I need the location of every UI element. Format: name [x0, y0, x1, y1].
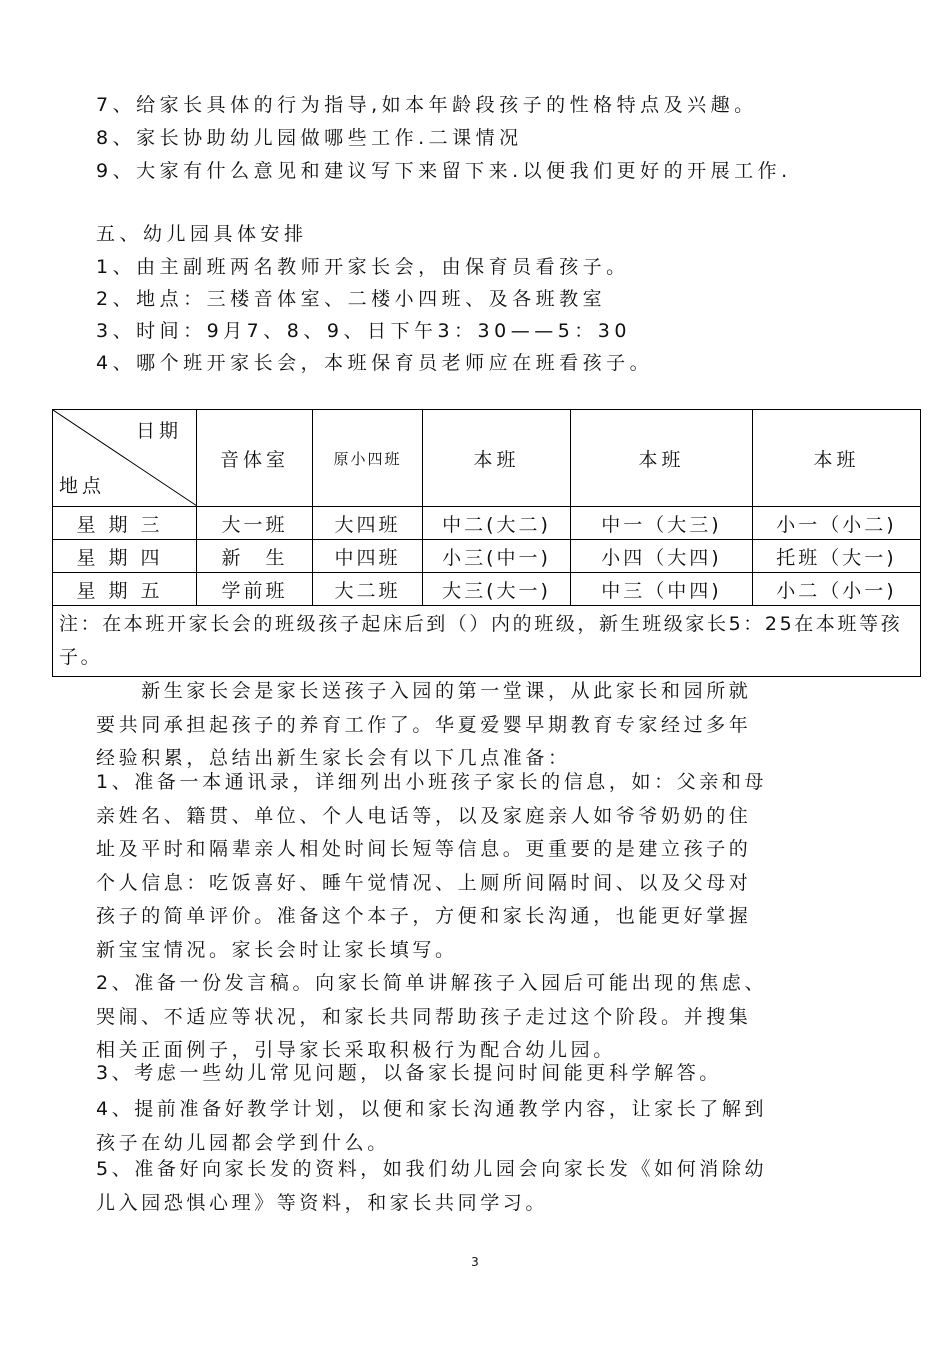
paragraph-line: 个人信息：吃饭喜好、睡午觉情况、上厕所间隔时间、以及父母对 [96, 871, 752, 894]
prep-item-2 [96, 967, 856, 1068]
table-header-row [53, 410, 921, 507]
prep-item-5 [96, 1153, 856, 1220]
header-cell: 原小四班 [313, 410, 423, 507]
paragraph-line: 亲姓名、籍贯、单位、个人电话等，以及家庭亲人如爷爷奶奶的住 [96, 804, 752, 827]
table-note-row [53, 606, 921, 677]
paragraph-line: 孩子在幼儿园都会学到什么。 [96, 1131, 390, 1154]
table-cell: 小二（小一) [753, 573, 921, 606]
table-cell: 大二班 [313, 573, 423, 606]
table-cell: 小一（小二) [753, 507, 921, 540]
table-cell: 大一班 [197, 507, 313, 540]
table-row [53, 540, 921, 573]
paragraph-line: 要共同承担起孩子的养育工作了。华夏爱婴早期教育专家经过多年 [96, 713, 752, 736]
list-item-8: 8、家长协助幼儿园做哪些工作.二课情况 [96, 127, 523, 149]
page-number: 3 [471, 1255, 479, 1269]
table-cell: 新 生 [197, 540, 313, 573]
table-row [53, 573, 921, 606]
table-cell: 学前班 [197, 573, 313, 606]
table-cell: 大三(大一) [423, 573, 571, 606]
section-item-3: 3、时间：9月7、8、9、日下午3：30——5：30 [96, 320, 631, 342]
paragraph-line: 孩子的简单评价。准备这个本子，方便和家长沟通，也能更好掌握 [96, 905, 752, 927]
paragraph-line: 哭闹、不适应等状况，和家长共同帮助孩子走过这个阶段。并搜集 [96, 1005, 752, 1028]
corner-date-label: 日期 [135, 420, 182, 442]
paragraph-line: 新生家长会是家长送孩子入园的第一堂课，从此家长和园所就 [96, 680, 752, 702]
section-item-2: 2、地点：三楼音体室、二楼小四班、及各班教室 [96, 288, 607, 310]
paragraph-line: 4、提前准备好教学计划，以便和家长沟通教学内容，让家长了解到 [96, 1098, 768, 1120]
table-cell: 中三（中四) [571, 573, 753, 606]
section-title: 五、幼儿园具体安排 [96, 223, 308, 245]
paragraph-line: 3、考虑一些幼儿常见问题，以备家长提问时间能更科学解答。 [96, 1062, 722, 1084]
header-cell: 本班 [571, 410, 753, 507]
paragraph-line: 5、准备好向家长发的资料，如我们幼儿园会向家长发《如何消除幼 [96, 1158, 768, 1180]
header-cell: 本班 [753, 410, 921, 507]
section-item-4: 4、哪个班开家长会，本班保育员老师应在班看孩子。 [96, 352, 654, 374]
paragraph-line: 址及平时和隔辈亲人相处时间长短等信息。更重要的是建立孩子的 [96, 838, 752, 860]
prep-item-4 [96, 1093, 856, 1160]
list-item-7: 7、给家长具体的行为指导,如本年龄段孩子的性格特点及兴趣。 [96, 94, 758, 116]
paragraph-line: 相关正面例子，引导家长采取积极行为配合幼儿园。 [96, 1039, 616, 1061]
table-cell: 中一（大三) [571, 507, 753, 540]
paragraph-line: 1、准备一本通讯录，详细列出小班孩子家长的信息，如：父亲和母 [96, 771, 768, 793]
table-row [53, 507, 921, 540]
list-item-9: 9、大家有什么意见和建议写下来留下来.以便我们更好的开展工作. [96, 160, 792, 182]
intro-paragraph [96, 675, 856, 776]
schedule-table [52, 409, 921, 677]
paragraph-line: 2、准备一份发言稿。向家长简单讲解孩子入园后可能出现的焦虑、 [96, 972, 768, 994]
day-cell: 星期五 [53, 573, 197, 606]
prep-item-1 [96, 766, 856, 967]
paragraph-line: 儿入园恐惧心理》等资料，和家长共同学习。 [96, 1191, 549, 1214]
corner-cell [53, 410, 197, 507]
paragraph-line: 新宝宝情况。家长会时让家长填写。 [96, 938, 458, 961]
table-cell: 小四（大四) [571, 540, 753, 573]
header-cell: 本班 [423, 410, 571, 507]
paragraph-line: 经验积累，总结出新生家长会有以下几点准备： [96, 747, 571, 769]
table-cell: 中二(大二) [423, 507, 571, 540]
day-cell: 星期四 [53, 540, 197, 573]
header-cell: 音体室 [197, 410, 313, 507]
table-cell: 中四班 [313, 540, 423, 573]
table-note: 注：在本班开家长会的班级孩子起床后到（）内的班级，新生班级家长5：25在本班等孩子。 [53, 606, 921, 677]
day-cell: 星期三 [53, 507, 197, 540]
section-item-1: 1、由主副班两名教师开家长会，由保育员看孩子。 [96, 256, 630, 278]
prep-item-3 [96, 1057, 856, 1091]
table-cell: 大四班 [313, 507, 423, 540]
corner-location-label: 地点 [59, 475, 106, 497]
table-cell: 小三(中一) [423, 540, 571, 573]
table-cell: 托班（大一) [753, 540, 921, 573]
